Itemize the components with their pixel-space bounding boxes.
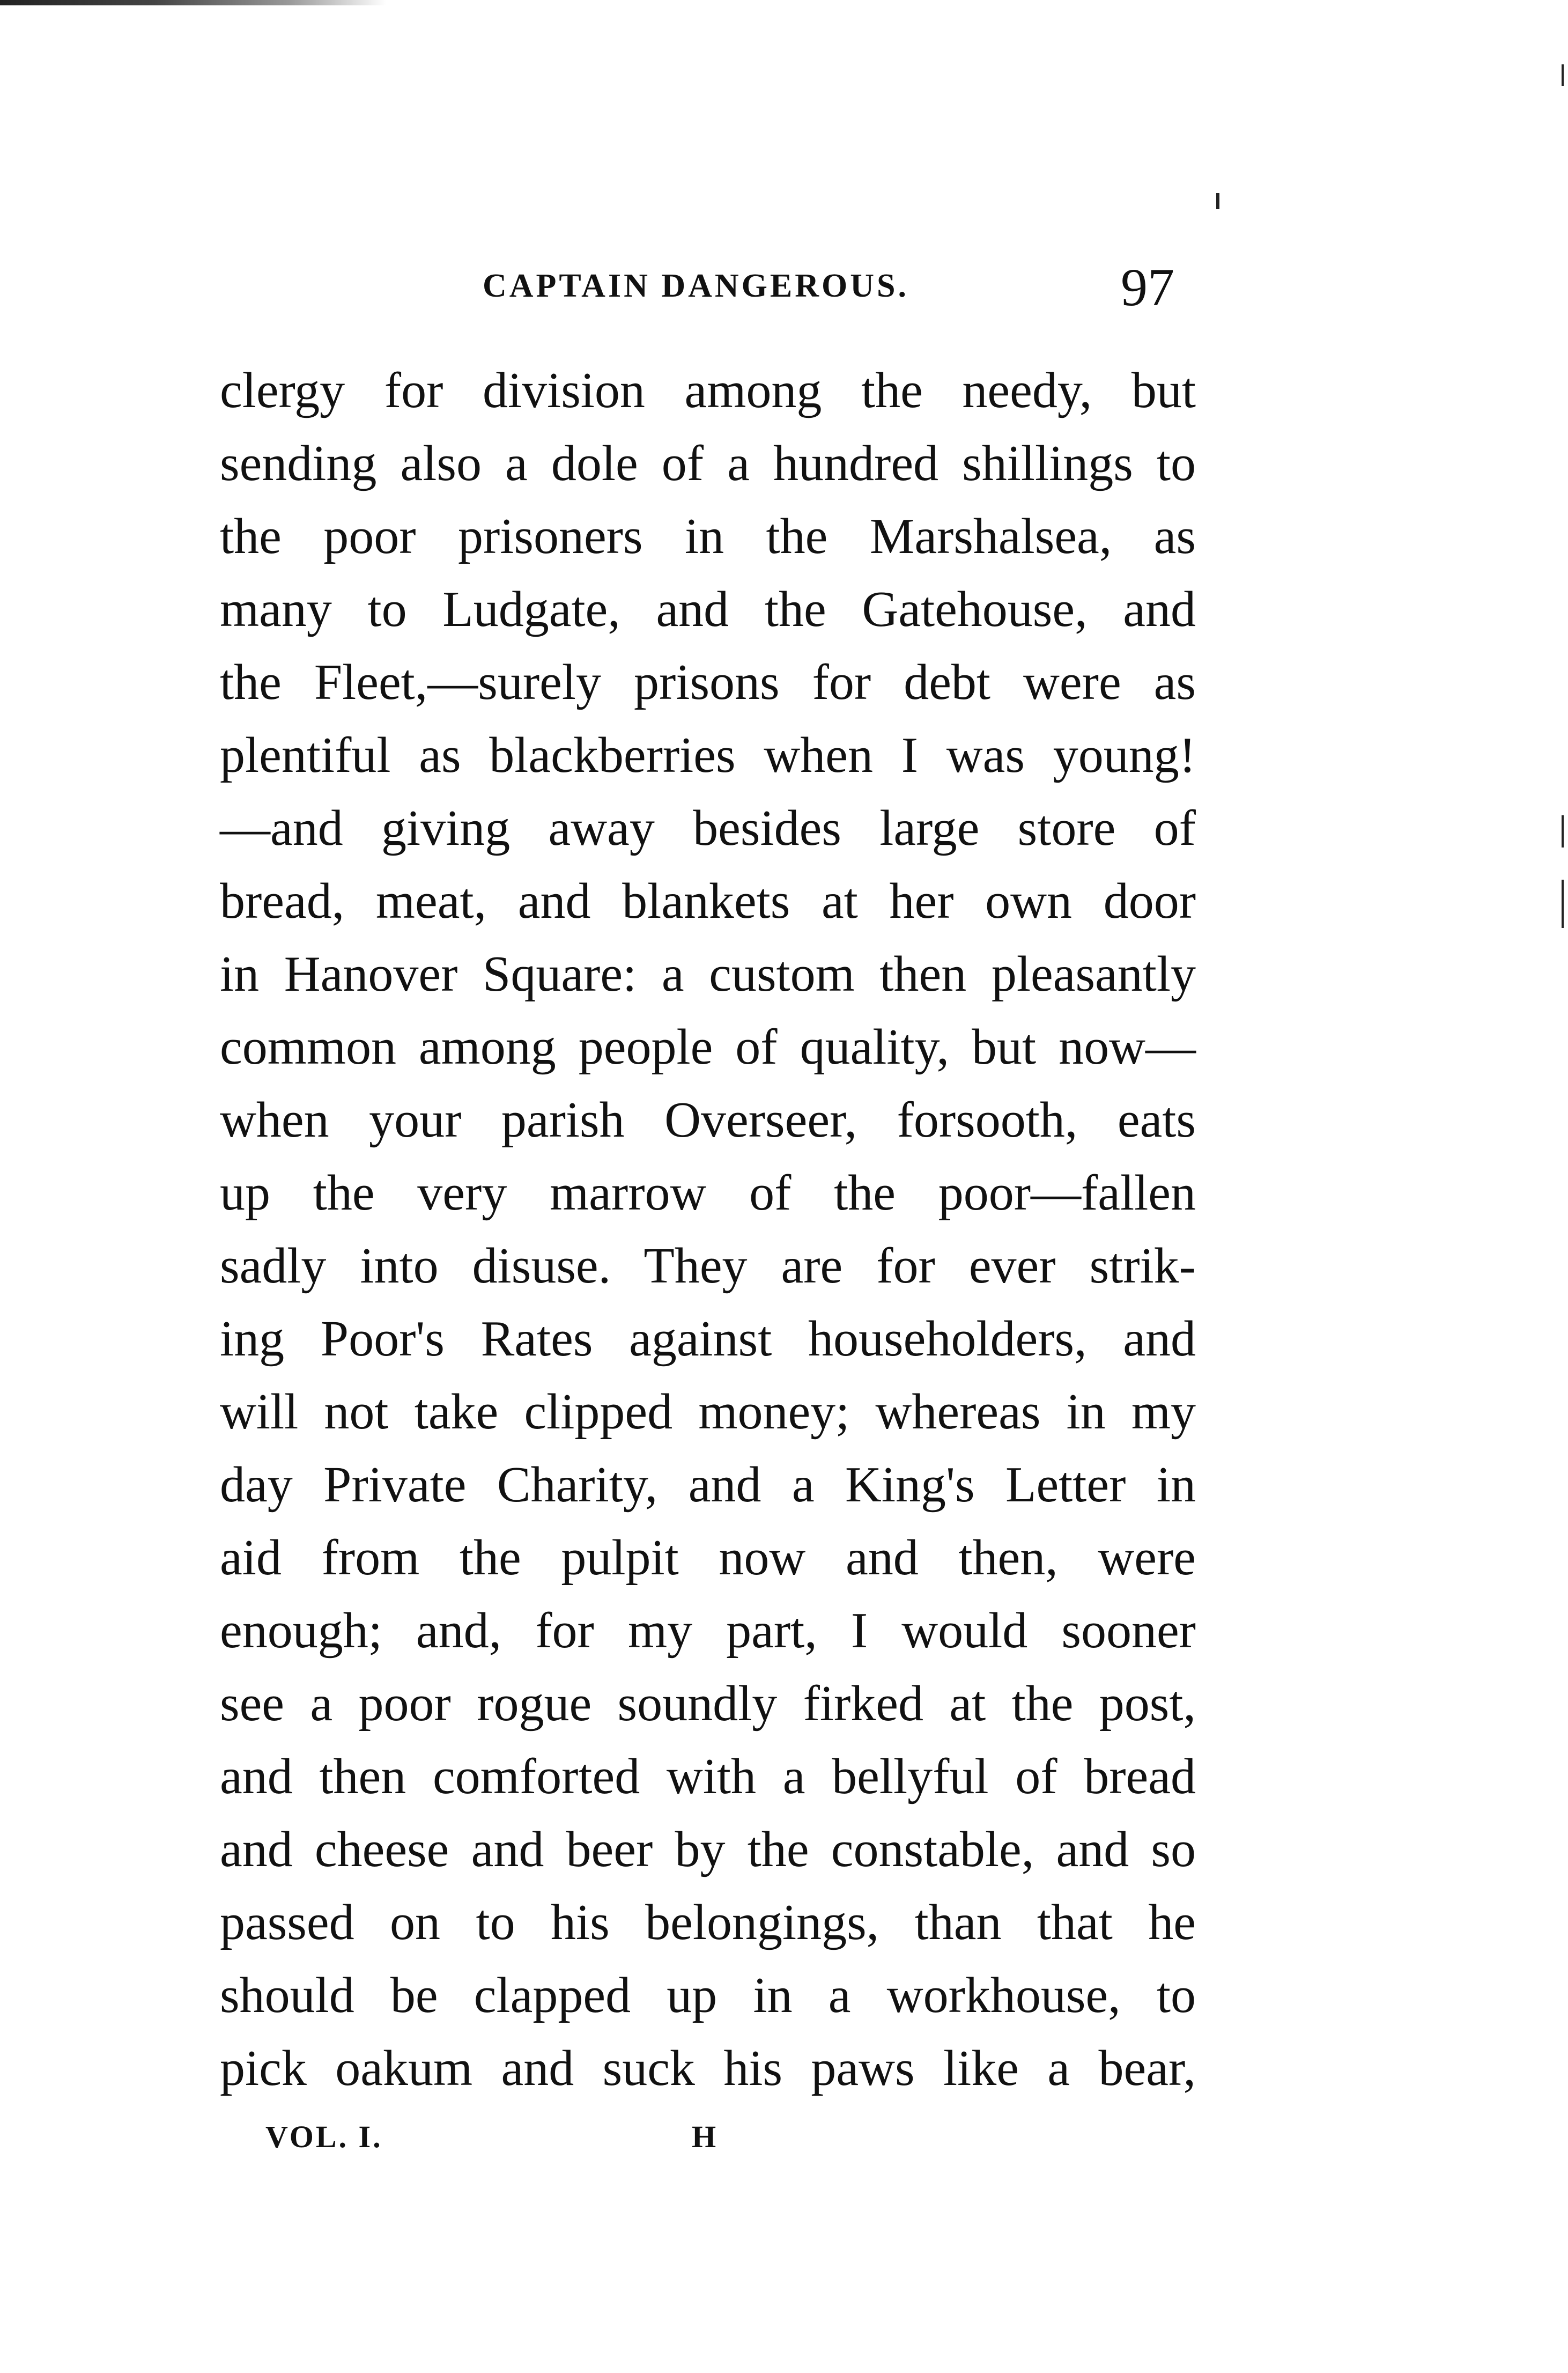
- text-line: should be clapped up in a workhouse, to: [220, 1967, 1196, 2023]
- scan-edge-mark: [0, 0, 386, 5]
- text-line: sadly into disuse. They are for ever strik-: [220, 1238, 1196, 1294]
- text-line: and then comforted with a bellyful of bread: [220, 1749, 1196, 1804]
- page-header: [0, 256, 1568, 326]
- text-line: aid from the pulpit now and then, were: [220, 1530, 1196, 1586]
- text-line: day Private Charity, and a King's Letter in: [220, 1457, 1196, 1513]
- text-line: and cheese and beer by the constable, and so: [220, 1822, 1196, 1877]
- text-line: the Fleet,—surely prisons for debt were as: [220, 654, 1196, 710]
- text-line: enough; and, for my part, I would sooner: [220, 1603, 1196, 1659]
- signature-mark: H: [692, 2119, 716, 2154]
- text-line: in Hanover Square: a custom then pleasantly: [220, 946, 1196, 1002]
- text-line: when your parish Overseer, forsooth, eats: [220, 1092, 1196, 1148]
- text-line: —and giving away besides large store of: [220, 800, 1196, 856]
- text-line: common among people of quality, but now—: [220, 1019, 1196, 1075]
- text-line: ing Poor's Rates against householders, and: [220, 1311, 1196, 1367]
- text-line: passed on to his belongings, than that he: [220, 1895, 1196, 1950]
- volume-label: VOL. I.: [265, 2119, 383, 2154]
- text-line: up the very marrow of the poor—fallen: [220, 1165, 1196, 1221]
- text-line: the poor prisoners in the Marshalsea, as: [220, 508, 1196, 564]
- page-footer: [0, 2119, 1568, 2167]
- scan-edge-speck: [1562, 880, 1564, 928]
- scan-edge-speck: [1216, 193, 1219, 209]
- page-number: 97: [1121, 257, 1174, 317]
- text-line: clergy for division among the needy, but: [220, 363, 1196, 418]
- scan-edge-speck: [1562, 815, 1564, 848]
- text-line: pick oakum and suck his paws like a bear,: [220, 2040, 1196, 2096]
- scan-edge-speck: [1562, 64, 1564, 86]
- running-title: CAPTAIN DANGEROUS.: [483, 268, 909, 304]
- body-text: [220, 354, 1196, 2105]
- text-line: bread, meat, and blankets at her own door: [220, 873, 1196, 929]
- text-line: will not take clipped money; whereas in my: [220, 1384, 1196, 1440]
- text-line: plentiful as blackberries when I was young!: [220, 727, 1196, 783]
- text-line: see a poor rogue soundly firked at the post,: [220, 1676, 1196, 1731]
- text-line: sending also a dole of a hundred shillings to: [220, 436, 1196, 491]
- text-line: many to Ludgate, and the Gatehouse, and: [220, 581, 1196, 637]
